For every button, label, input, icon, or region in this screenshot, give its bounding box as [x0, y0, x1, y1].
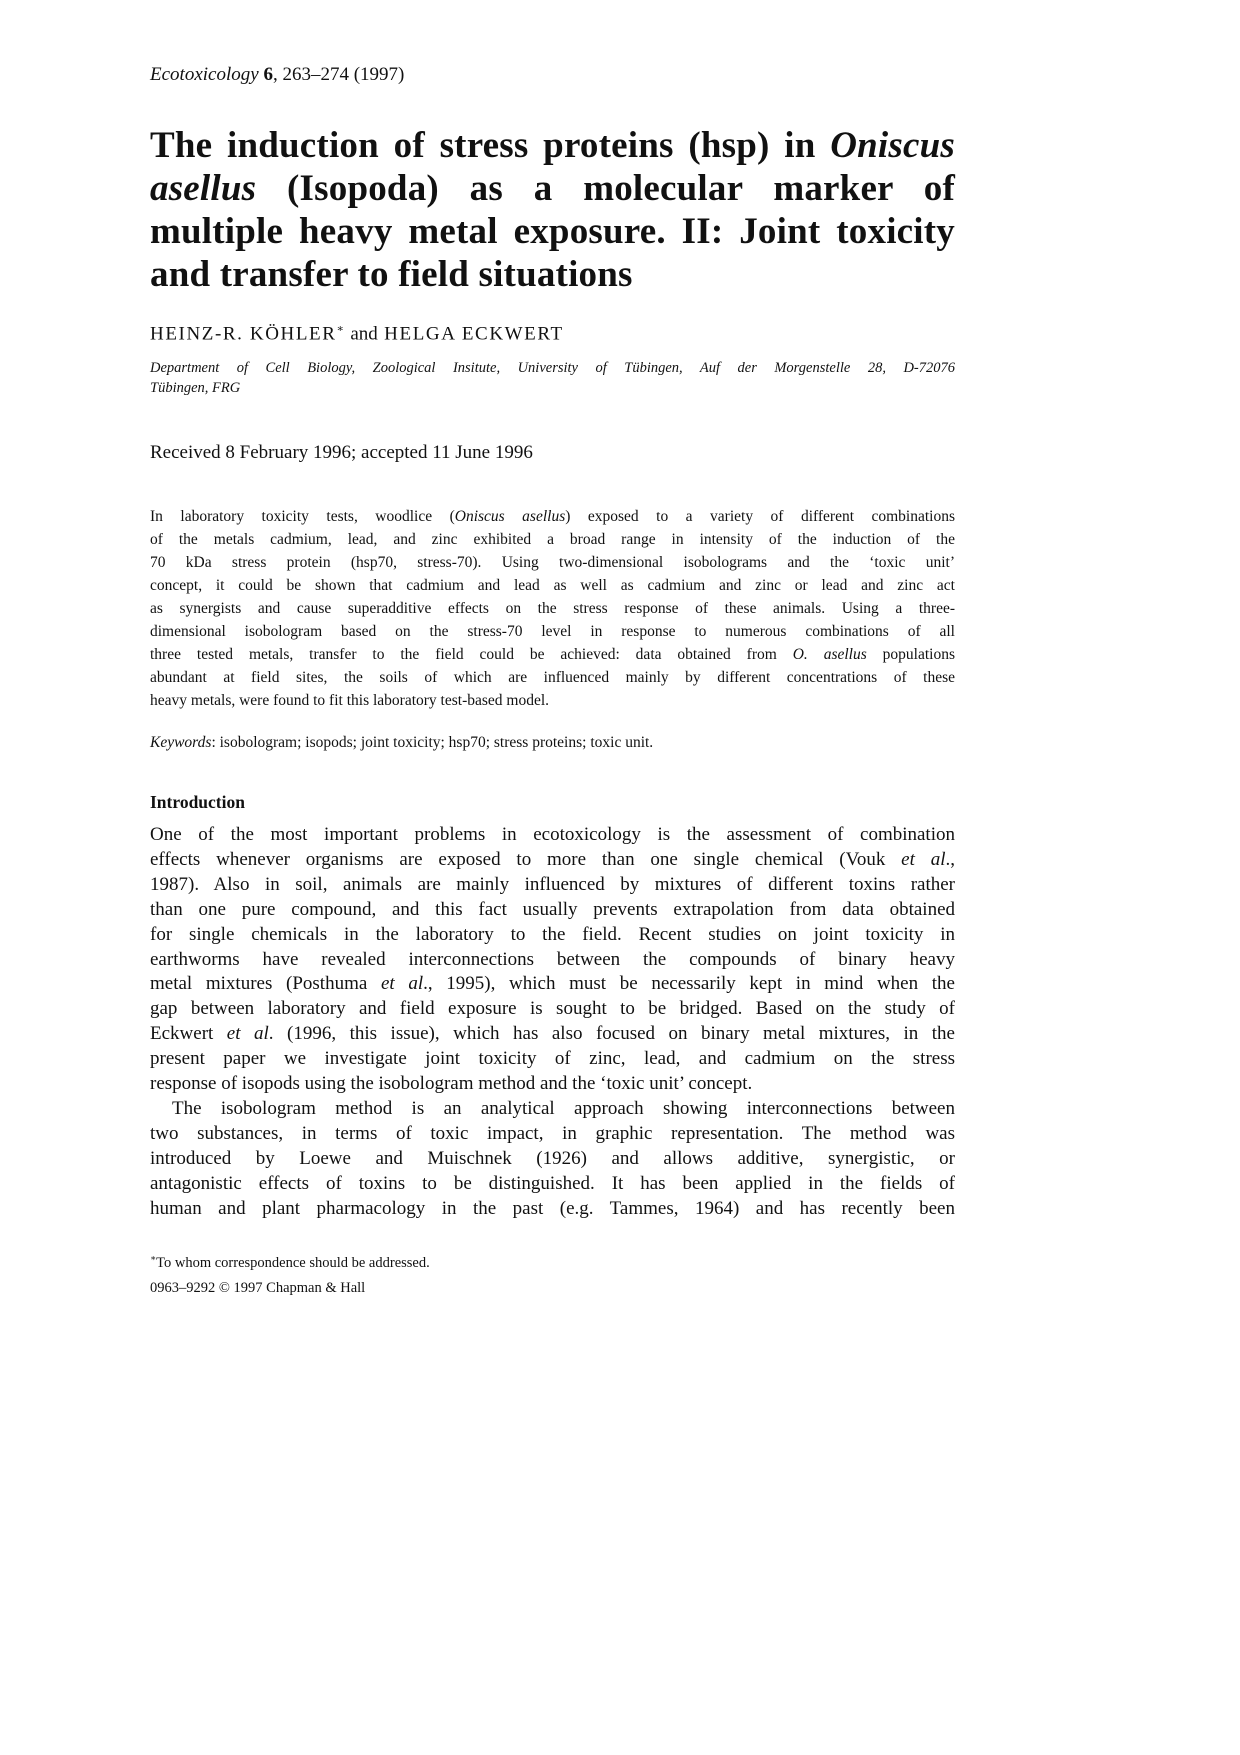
abstract-line: abundant at field sites, the soils of which are influenced mainly by different concentrations of these [150, 669, 955, 686]
copyright-line: 0963–9292 © 1997 Chapman & Hall [150, 1280, 366, 1296]
abstract-line: In laboratory toxicity tests, woodlice (Oniscus asellus) exposed to a variety of different combinations [150, 508, 956, 525]
body-line: effects whenever organisms are exposed to more than one single chemical (Vouk et al., [150, 848, 955, 870]
author-2: HELGA ECKWERT [384, 323, 564, 345]
abstract-line: as synergists and cause superadditive effects on the stress response of these animals. Using a three- [150, 600, 955, 617]
article-title [150, 124, 955, 296]
body-line: human and plant pharmacology in the past (e.g. Tammes, 1964) and has recently been [150, 1197, 955, 1219]
received-dates: Received 8 February 1996; accepted 11 June 1996 [150, 442, 533, 463]
abstract-line: 70 kDa stress protein (hsp70, stress-70). Using two-dimensional isobolograms and the ‘toxic unit’ [150, 554, 955, 571]
keywords [150, 734, 653, 752]
title-line-1: The induction of stress proteins (hsp) in Oniscus [150, 125, 955, 166]
body-line: for single chemicals in the laboratory to the field. Recent studies on joint toxicity in [150, 923, 955, 945]
body-line: than one pure compound, and this fact usually prevents extrapolation from data obtained [150, 898, 955, 920]
affiliation [150, 358, 955, 398]
correspondence-mark: ∗ [336, 323, 345, 335]
abstract-line: three tested metals, transfer to the field could be achieved: data obtained from O. asellus populations [150, 646, 955, 663]
keywords-text: : isobologram; isopods; joint toxicity; hsp70; stress proteins; toxic unit. [211, 734, 654, 751]
introduction-heading: Introduction [150, 792, 245, 812]
affiliation-line-1: Department of Cell Biology, Zoological Insitute, University of Tübingen, Auf der Morgenstelle 28, D-72076 [150, 360, 955, 376]
body-line: introduced by Loewe and Muischnek (1926) and allows additive, synergistic, or [150, 1147, 955, 1169]
journal-citation [150, 64, 404, 86]
abstract [150, 505, 955, 712]
affiliation-line-2: Tübingen, FRG [150, 380, 241, 396]
introduction-body [150, 823, 955, 1222]
abstract-line: dimensional isobologram based on the stress-70 level in response to numerous combinations of all [150, 623, 955, 640]
journal-pages: , 263–274 (1997) [272, 64, 405, 85]
body-line: antagonistic effects of toxins to be distinguished. It has been applied in the fields of [150, 1172, 955, 1194]
body-line: response of isopods using the isobologram method and the ‘toxic unit’ concept. [150, 1073, 753, 1095]
body-line: metal mixtures (Posthuma et al., 1995), which must be necessarily kept in mind when the [150, 973, 955, 995]
body-line: present paper we investigate joint toxicity of zinc, lead, and cadmium on the stress [150, 1048, 955, 1070]
abstract-line: heavy metals, were found to fit this laboratory test-based model. [150, 692, 550, 709]
title-line-2: asellus (Isopoda) as a molecular marker of [150, 168, 955, 209]
journal-name: Ecotoxicology [150, 64, 259, 85]
correspondence-footnote: ∗To whom correspondence should be addressed. [150, 1253, 430, 1271]
abstract-line: of the metals cadmium, lead, and zinc exhibited a broad range in intensity of the induction of the [150, 531, 955, 548]
body-line: One of the most important problems in ecotoxicology is the assessment of combination [150, 824, 955, 845]
body-line: gap between laboratory and field exposure is sought to be bridged. Based on the study of [150, 998, 955, 1020]
body-line: Eckwert et al. (1996, this issue), which has also focused on binary metal mixtures, in the [150, 1023, 955, 1045]
footnote-mark: ∗ [150, 1253, 157, 1263]
title-line-4: and transfer to field situations [150, 254, 633, 295]
title-line-3: multiple heavy metal exposure. II: Joint toxicity [150, 211, 955, 252]
author-connector: and [350, 323, 378, 345]
author-1: HEINZ-R. KÖHLER [150, 323, 337, 345]
abstract-line: concept, it could be shown that cadmium and lead as well as cadmium and zinc or lead and zinc act [150, 577, 955, 594]
journal-volume: 6 [263, 64, 273, 85]
body-line: The isobologram method is an analytical approach showing interconnections between [172, 1097, 955, 1119]
keywords-label: Keywords [150, 734, 212, 751]
body-line: two substances, in terms of toxic impact, in graphic representation. The method was [150, 1122, 955, 1144]
body-line: earthworms have revealed interconnections between the compounds of binary heavy [150, 948, 955, 970]
body-line: 1987). Also in soil, animals are mainly influenced by mixtures of different toxins rather [150, 873, 955, 895]
author-list [150, 322, 564, 345]
